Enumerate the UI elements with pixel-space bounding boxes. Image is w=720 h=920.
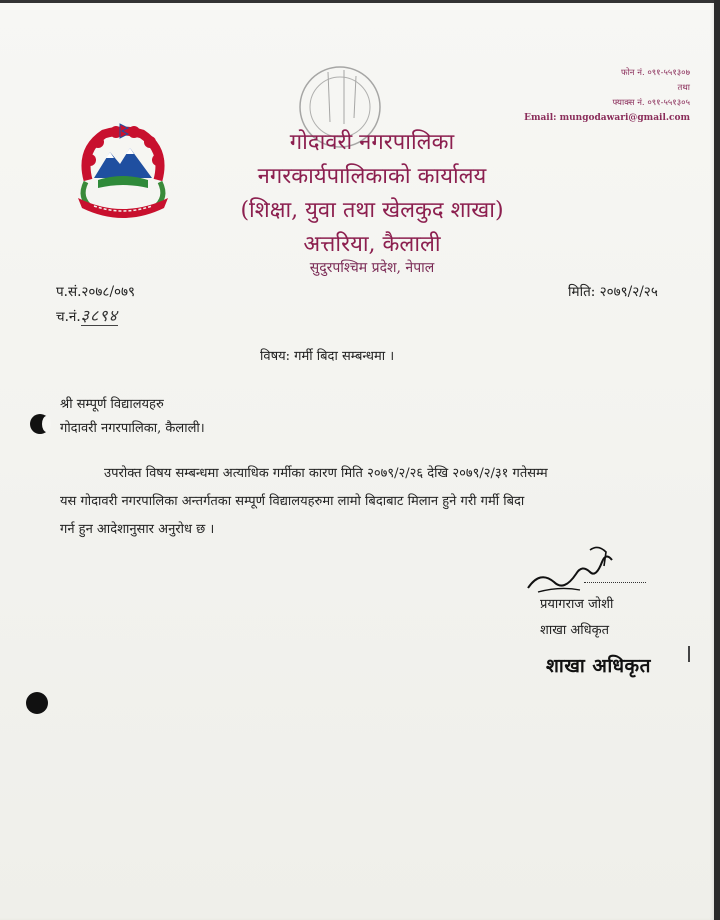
office-province: सुदुरपश्चिम प्रदेश, नेपाल bbox=[309, 260, 435, 276]
signatory-position: शाखा अधिकृत bbox=[540, 623, 610, 638]
dispatch-label: च.नं. bbox=[56, 309, 81, 325]
position-stamp: शाखा अधिकृत bbox=[546, 655, 651, 677]
office-location: अत्तरिया, कैलाली bbox=[303, 232, 441, 257]
letter-subject: विषय: गर्मी बिदा सम्बन्धमा । bbox=[260, 349, 395, 364]
body-line-2: यस गोदावरी नगरपालिका अन्तर्गतका सम्पूर्ण विद्यालयहरुमा लामो बिदाबाट मिलान हुने गरी गर्मी बिदा bbox=[60, 494, 525, 509]
contact-phone: फोन नं. ०९१-५५१३०७ bbox=[621, 68, 690, 78]
margin-mark bbox=[688, 646, 690, 662]
dispatch-value-handwritten: ३८९४ bbox=[80, 306, 118, 325]
reference-number: प.सं.२०७८/०७९ bbox=[56, 284, 136, 300]
contact-extra: तथा bbox=[677, 83, 690, 93]
letter-date: मिति: २०७९/२/२५ bbox=[568, 284, 658, 300]
body-line-3: गर्न हुन आदेशानुसार अनुरोध छ । bbox=[60, 522, 215, 537]
page-edge-top bbox=[0, 0, 720, 3]
punch-hole bbox=[26, 692, 48, 714]
signature-line bbox=[584, 582, 646, 583]
signature-icon bbox=[520, 540, 640, 600]
office-subtitle: नगरकार्यपालिकाको कार्यालय bbox=[257, 164, 487, 189]
signatory-name: प्रयागराज जोशी bbox=[540, 597, 614, 612]
office-name: गोदावरी नगरपालिका bbox=[289, 130, 455, 155]
contact-fax: फ्याक्स नं. ०९१-५५१३०५ bbox=[612, 98, 690, 108]
office-section: (शिक्षा, युवा तथा खेलकुद शाखा) bbox=[240, 198, 504, 223]
addressee-line-2: गोदावरी नगरपालिका, कैलाली। bbox=[60, 421, 205, 436]
body-line-1: उपरोक्त विषय सम्बन्धमा अत्याधिक गर्मीका कारण मिति २०७९/२/२६ देखि २०७९/२/३१ गतेसम्म bbox=[104, 466, 548, 481]
punch-hole bbox=[30, 414, 50, 434]
dispatch-number bbox=[56, 304, 118, 326]
addressee-line-1: श्री सम्पूर्ण विद्यालयहरु bbox=[60, 397, 164, 412]
contact-block bbox=[524, 66, 690, 126]
contact-email: Email: mungodawari@gmail.com bbox=[524, 113, 690, 123]
